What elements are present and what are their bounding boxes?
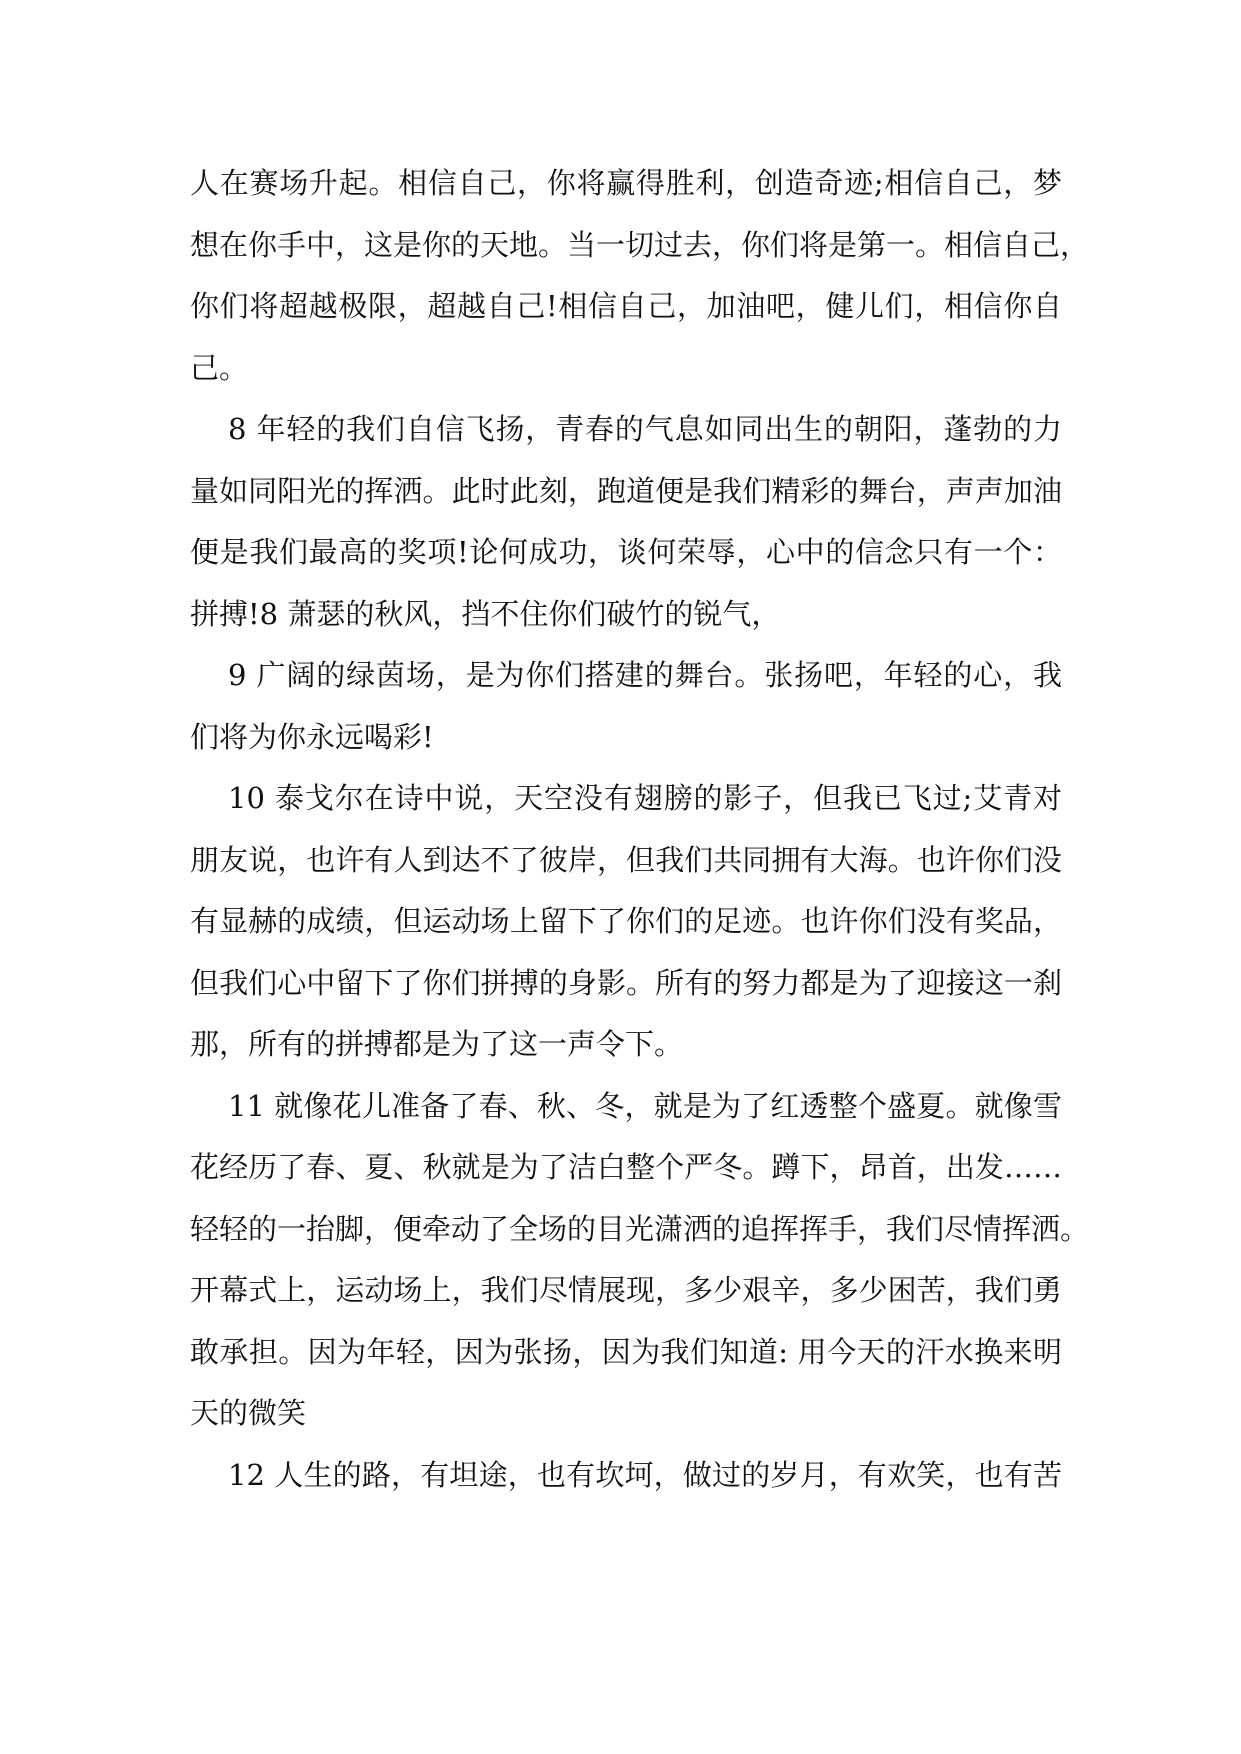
paragraph bbox=[190, 153, 1090, 399]
text-line: 己。 bbox=[190, 350, 249, 385]
text-line: 但我们心中留下了你们拼搏的身影。所有的努力都是为了迎接这一刹 bbox=[190, 965, 1062, 1000]
text-line: 天的微笑 bbox=[190, 1396, 307, 1430]
text-line: 8 年轻的我们自信飞扬，青春的气息如同出生的朝阳，蓬勃的力 bbox=[228, 412, 1062, 446]
text-line: 们将为你永远喝彩! bbox=[190, 719, 434, 754]
document-body bbox=[190, 153, 1090, 1506]
text-line: 朋友说，也许有人到达不了彼岸，但我们共同拥有大海。也许你们没 bbox=[190, 842, 1062, 877]
paragraph bbox=[190, 399, 1062, 645]
text-line: 12 人生的路，有坦途，也有坎坷，做过的岁月，有欢笑，也有苦 bbox=[228, 1457, 1062, 1492]
text-line: 11 就像花儿准备了春、秋、冬，就是为了红透整个盛夏。就像雪 bbox=[228, 1088, 1062, 1123]
text-line: 人在赛场升起。相信自己，你将赢得胜利，创造奇迹;相信自己，梦 bbox=[190, 166, 1062, 200]
text-line: 9 广阔的绿茵场，是为你们搭建的舞台。张扬吧，年轻的心，我 bbox=[228, 658, 1062, 692]
paragraph bbox=[190, 1076, 1090, 1445]
text-line: 拼搏!8 萧瑟的秋风，挡不住你们破竹的锐气， bbox=[190, 596, 781, 631]
text-line: 你们将超越极限，超越自己!相信自己，加油吧，健儿们，相信你自 bbox=[190, 289, 1062, 323]
text-line: 想在你手中，这是你的天地。当一切过去，你们将是第一。相信自己， bbox=[190, 227, 1090, 262]
paragraph bbox=[190, 768, 1062, 1076]
text-line: 便是我们最高的奖项!论何成功，谈何荣辱，心中的信念只有一个： bbox=[190, 535, 1062, 569]
text-line: 花经历了春、夏、秋就是为了洁白整个严冬。蹲下，昂首，出发…… bbox=[190, 1150, 1062, 1184]
text-line: 10 泰戈尔在诗中说，天空没有翅膀的影子，但我已飞过;艾青对 bbox=[228, 781, 1062, 815]
text-line: 量如同阳光的挥洒。此时此刻，跑道便是我们精彩的舞台，声声加油 bbox=[190, 473, 1062, 508]
paragraph bbox=[190, 645, 1062, 768]
text-line: 敢承担。因为年轻，因为张扬，因为我们知道: 用今天的汗水换来明 bbox=[190, 1334, 1062, 1369]
text-line: 有显赫的成绩，但运动场上留下了你们的足迹。也许你们没有奖品， bbox=[190, 904, 1062, 938]
text-line: 轻轻的一抬脚，便牵动了全场的目光潇洒的追挥挥手，我们尽情挥洒。 bbox=[190, 1211, 1090, 1246]
text-line: 开幕式上，运动场上，我们尽情展现，多少艰辛，多少困苦，我们勇 bbox=[190, 1273, 1062, 1307]
paragraph bbox=[190, 1445, 1062, 1507]
text-line: 那，所有的拼搏都是为了这一声令下。 bbox=[190, 1027, 684, 1061]
